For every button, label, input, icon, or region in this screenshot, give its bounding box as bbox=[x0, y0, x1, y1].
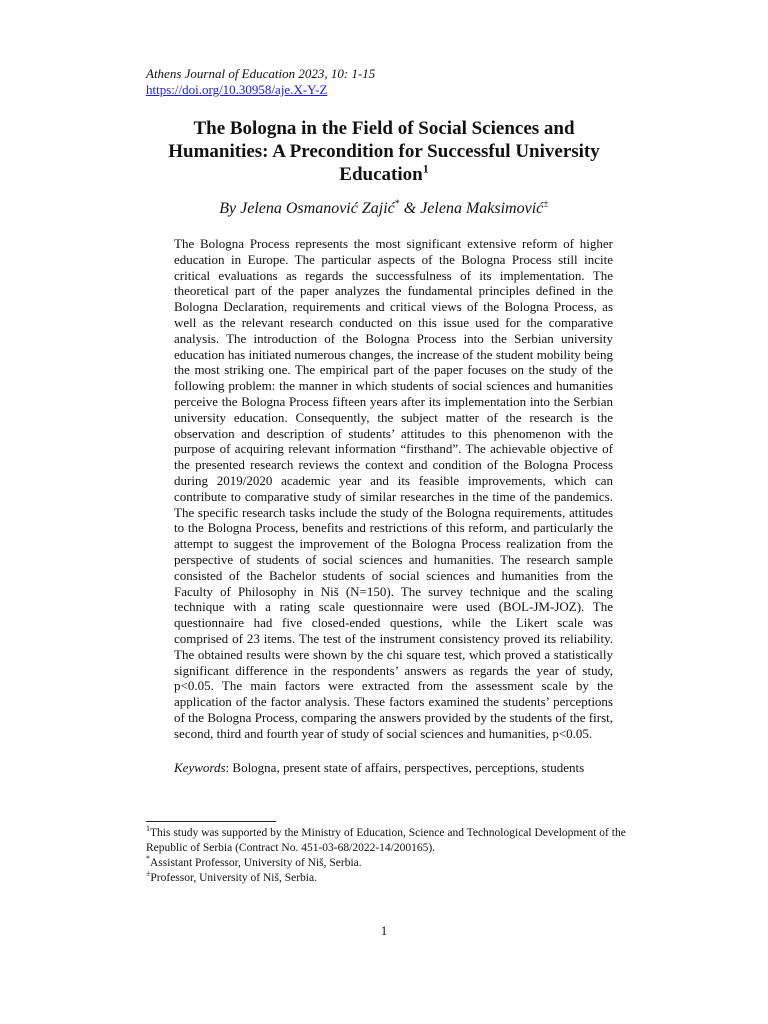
footnote-text: Professor, University of Niš, Serbia. bbox=[150, 872, 317, 884]
footnote-mark: * bbox=[146, 854, 150, 864]
paper-title bbox=[146, 117, 622, 186]
paper-title-text: The Bologna in the Field of Social Sciences and Humanities: A Precondition for Successful University Education bbox=[168, 118, 600, 185]
byline-prefix: By bbox=[219, 200, 237, 217]
footnote-author-1 bbox=[146, 856, 646, 871]
author-2-mark[interactable]: ± bbox=[543, 198, 549, 210]
keywords bbox=[174, 760, 614, 776]
doi-link[interactable]: https://doi.org/10.30958/aje.X-Y-Z bbox=[146, 82, 328, 97]
footnote-mark: 1 bbox=[146, 824, 150, 834]
author-1-mark[interactable]: * bbox=[394, 198, 400, 210]
footnotes bbox=[146, 826, 646, 886]
footnote-author-2 bbox=[146, 871, 646, 886]
author-byline bbox=[146, 199, 622, 219]
footnote-divider bbox=[146, 821, 276, 822]
keywords-label: Keywords bbox=[174, 760, 226, 775]
abstract: The Bologna Process represents the most significant extensive reform of higher education in Europe. The particular aspects of the Bologna Process still incite critical evaluations as regards the successfulness of its implementation. The theoretical part of the paper analyzes the fundamental principles defined in the Bologna Declaration, requirements and critical views of the Bologna Process, as well as the relevant research conducted on this issue used for the comparative analysis. The introduction of the Bologna Process into the Serbian university education has initiated numerous changes, the increase of the student mobility being the most striking one. The empirical part of the paper focuses on the study of the following problem: the manner in which students of social sciences and humanities perceive the Bologna Process fifteen years after its implementation into the Serbian university education. Consequently, the subject matter of the research is the observation and description of students’ attitudes to this phenomenon with the purpose of acquiring relevant information “firsthand”. The achievable objective of the presented research reviews the context and condition of the Bologna Process during 2019/2020 academic year and its feasible improvements, which can contribute to comparative study of similar researches in the time of the pandemics. The specific research tasks include the study of the Bologna requirements, attitudes to the Bologna Process, benefits and restrictions of this reform, and particularly the attempt to suggest the improvement of the Bologna Process realization from the perspective of students of social sciences and humanities. The research sample consisted of the Bachelor students of social sciences and humanities from the Faculty of Philosophy in Niš (N=150). The survey technique and the scaling technique with a rating scale questionnaire were used (BOL-JM-JOZ). The questionnaire had five closed-ended questions, while the Likert scale was comprised of 23 items. The test of the instrument consistency proved its reliability. The obtained results were shown by the chi square test, which proved a statistically significant difference in the respondents’ answers as regards the year of study, p<0.05. The main factors were extracted from the assessment scale by the application of the factor analysis. These factors examined the students’ perceptions of the Bologna Process, comparing the answers provided by the students of the first, second, third and fourth year of study of social sciences and humanities, p<0.05. bbox=[174, 236, 613, 741]
footnote-funding bbox=[146, 826, 646, 856]
author-separator: & bbox=[403, 200, 417, 217]
page-number: 1 bbox=[380, 923, 388, 938]
author-2: Jelena Maksimović bbox=[420, 200, 544, 217]
author-1: Jelena Osmanović Zajić bbox=[240, 200, 395, 217]
footnote-mark: ± bbox=[146, 869, 151, 879]
footnote-text: This study was supported by the Ministry of Education, Science and Technological Development of the Republic of Serbia (Contract No. 451-03-68/2022-14/200165). bbox=[146, 827, 626, 854]
footnote-text: Assistant Professor, University of Niš, Serbia. bbox=[150, 857, 362, 869]
keywords-list: : Bologna, present state of affairs, perspectives, perceptions, students bbox=[225, 760, 585, 775]
title-footnote-mark[interactable]: 1 bbox=[422, 161, 429, 176]
journal-citation: Athens Journal of Education 2023, 10: 1-15 bbox=[146, 66, 376, 81]
